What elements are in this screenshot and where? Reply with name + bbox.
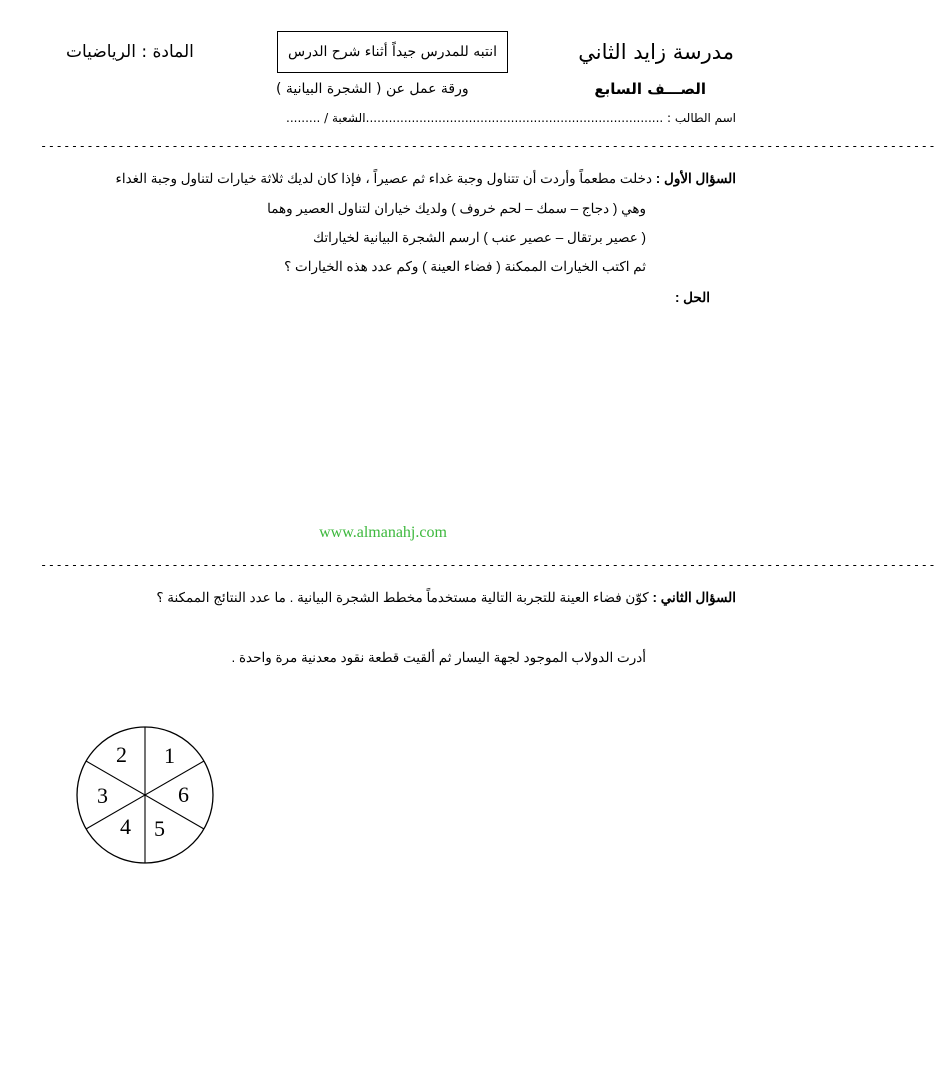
wheel-section-2: 2	[116, 742, 127, 767]
school-name: مدرسة زايد الثاني	[578, 40, 734, 64]
teacher-note: انتبه للمدرس جيداً أثناء شرح الدرس	[288, 44, 498, 60]
question2-text-1: كوّن فضاء العينة للتجربة التالية مستخدماً مخطط الشجرة البيانية . ما عدد النتائج الممكنة ؟	[156, 590, 649, 605]
worksheet-title: ورقة عمل عن ( الشجرة البيانية )	[276, 81, 469, 97]
question1-label: السؤال الأول :	[655, 171, 736, 186]
grade-label: الصـــف السابع	[594, 80, 706, 98]
wheel-section-3: 3	[97, 783, 108, 808]
question2-line1	[156, 590, 736, 606]
wheel-section-6: 6	[178, 782, 189, 807]
watermark: www.almanahj.com	[319, 524, 447, 541]
question1-line3: ( عصير برتقال – عصير عنب ) ارسم الشجرة البيانية لخياراتك	[313, 230, 646, 245]
question1-line1	[115, 171, 736, 187]
question2-label: السؤال الثاني :	[652, 590, 736, 605]
question1-text-1: دخلت مطعماً وأردت أن تتناول وجبة غداء ثم عصيراً ، فإذا كان لديك ثلاثة خيارات لتناول وجبة الغداء	[115, 171, 653, 186]
divider-top: --------------------------------------------------------------------------------------------------------------------	[40, 139, 936, 153]
solution-label: الحل :	[674, 290, 710, 305]
spinner-wheel	[74, 725, 216, 867]
wheel-section-4: 4	[120, 814, 131, 839]
section-field: الشعبة / .........	[286, 111, 366, 125]
question1-line2: وهي ( دجاج – سمك – لحم خروف ) ولديك خياران لتناول العصير وهما	[267, 201, 646, 216]
student-name-field: اسم الطالب : ...................................................................................	[346, 111, 736, 125]
teacher-note-box	[277, 31, 508, 73]
wheel-section-5: 5	[154, 816, 165, 841]
wheel-section-1: 1	[164, 743, 175, 768]
question1-line4: ثم اكتب الخيارات الممكنة ( فضاء العينة ) وكم عدد هذه الخيارات ؟	[284, 259, 646, 274]
divider-middle: --------------------------------------------------------------------------------------------------------------------	[40, 558, 936, 572]
question2-line2: أدرت الدولاب الموجود لجهة اليسار ثم ألقيت قطعة نقود معدنية مرة واحدة .	[231, 650, 646, 665]
subject-label: المادة : الرياضيات	[66, 42, 194, 62]
